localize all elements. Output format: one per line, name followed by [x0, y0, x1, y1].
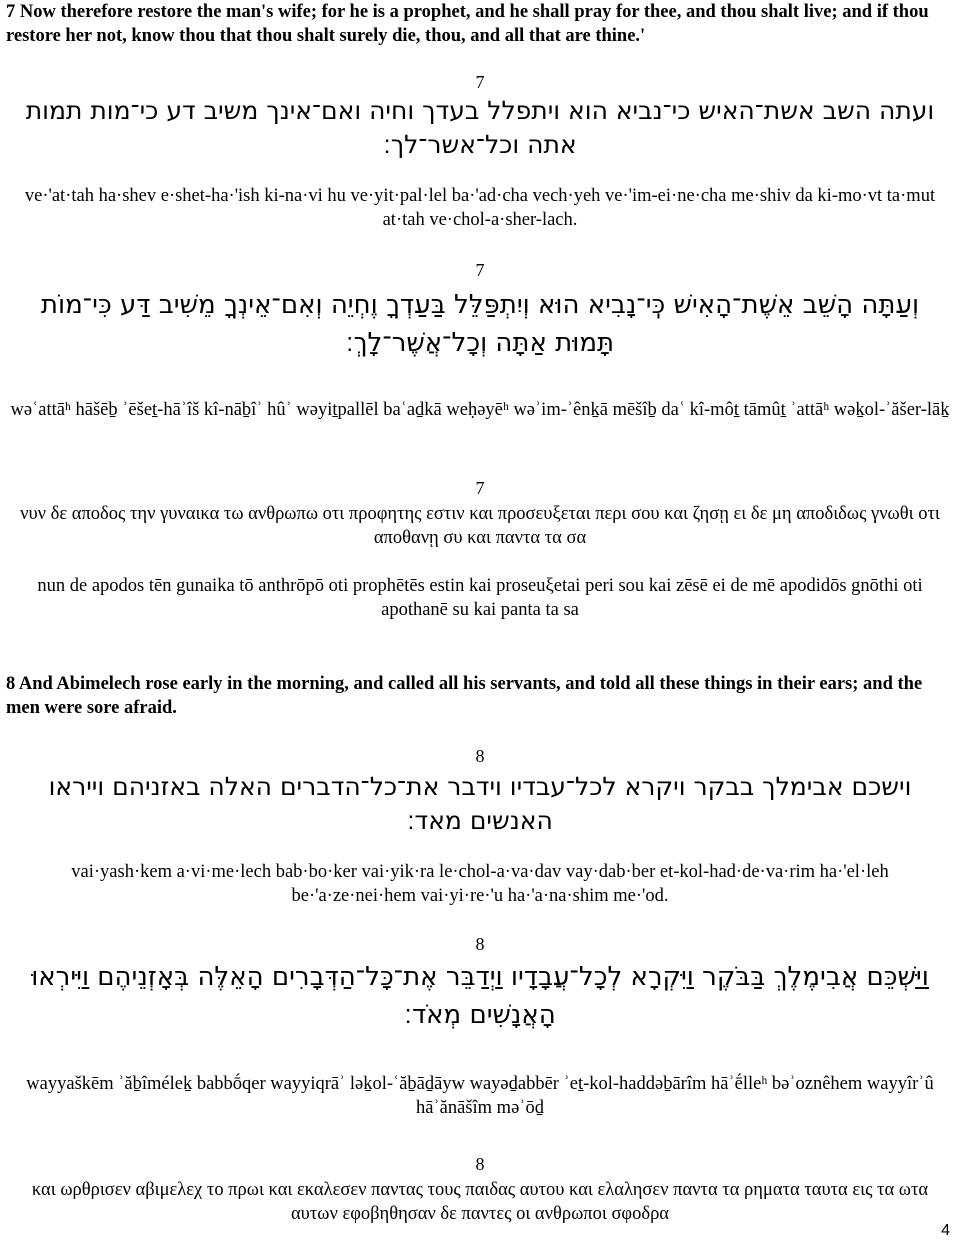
verse-7-number-hebrew: 7 — [475, 72, 485, 92]
verse-7-transliteration-academic: wəʿattāʰ hāšēḇ ʾēšeṯ-hāʾîš kî-nāḇîʾ hûʾ wəyiṯpallēl baʿaḏkā weḥəyēʰ wəʾim-ʾênḵā mēšîḇ daʿ kî-môṯ tāmûṯ ʾattāʰ wəḵol-ʾăšer-lāḵ — [10, 400, 950, 420]
verse-8-hebrew-unpointed: וישכם אבימלך בבקר ויקרא לכל־עבדיו וידבר את־כל־הדברים האלה באזניהם וייראו האנשים מאד׃ — [48, 772, 912, 835]
verse-8-hebrew-pointed: וַיַּשְׁכֵּם אֲבִימֶלֶךְ בַּבֹּקֶר וַיִּקְרָא לְכָל־עֲבָדָיו וַיְדַבֵּר אֶת־כָּל־הַדְּבָרִים הָאֵלֶּה בְּאָזְנֵיהֶם וַיִּירְאוּ הָאֲנָשִׁים מְאֹד׃ — [31, 962, 929, 1030]
verse-7-hebrew-unpointed: ועתה השב אשת־האיש כי־נביא הוא ויתפלל בעדך וחיה ואם־אינך משיב דע כי־מות תמות אתה וכל־אשר־לך׃ — [25, 96, 935, 159]
verse-8-number-hebrew: 8 — [475, 746, 485, 766]
verse-7-greek: νυν δε αποδος την γυναικα τω ανθρωπω οτι προφητης εστιν και προσευξεται περι σου και ζησῃ ει δε μη αποδιδως γνωθι οτι αποθανῃ συ και παντα τα σα — [20, 504, 940, 548]
verse-7-hebrew-pointed: וְעַתָּה הָשֵׁב אֵשֶׁת־הָאִישׁ כִּֽי־נָבִיא הוּא וְיִתְפַּלֵּל בַּעַדְךָ וֶחְיֵה וְאִם־אֵינְךָ מֵשִׁיב דַּע כִּי־מוֹת תָּמוּת אַתָּה וְכָל־אֲשֶׁר־לָךְ׃ — [40, 290, 920, 358]
verse-7-number-greek: 7 — [475, 478, 485, 498]
verse-7-english: 7 Now therefore restore the man's wife; for he is a prophet, and he shall pray for thee, and thou shalt live; and if thou restore her not, know thou that thou shalt surely die, thou, and all that are thine.' — [6, 2, 929, 46]
verse-8-number-pointed: 8 — [475, 934, 485, 954]
verse-8-transliteration-academic: wayyaškēm ʾăḇîméleḵ babbṓqer wayyiqrāʾ ləḵol-ʿăḇāḏāyw wayəḏabbēr ʾeṯ-kol-haddəḇārîm hāʾḗlleʰ bəʾoznêhem wayyîrʾû hāʾănāšîm məʾōḏ — [26, 1074, 934, 1118]
verse-8-greek: και ωρθρισεν αβιμελεχ το πρωι και εκαλεσεν παντας τους παιδας αυτου και ελαλησεν παντα τα ρηματα ταυτα εις τα ωτα αυτων εφοβηθησαν δε παντες οι ανθρωποι σφοδρα — [31, 1180, 929, 1224]
page-number: 4 — [941, 1222, 950, 1239]
verse-7-number-pointed: 7 — [475, 260, 485, 280]
verse-8-transliteration-simple: vai·yash·kem a·vi·me·lech bab·bo·ker vai·yik·ra le·chol-a·va·dav vay·dab·ber et-kol-had·de·va·rim ha·'el·leh be·'a·ze·nei·hem vai·yi·re·'u ha·'a·na·shim me·'od. — [71, 862, 889, 906]
verse-7-greek-transliteration: nun de apodos tēn gunaika tō anthrōpō oti prophētēs estin kai proseuξetai peri sou kai zēsē ei de mē apodidōs gnōthi oti apothanē su kai panta ta sa — [37, 576, 923, 620]
verse-7-transliteration-simple: ve·'at·tah ha·shev e·shet-ha·'ish ki-na·vi hu ve·yit·pal·lel ba·'ad·cha vech·yeh ve·'im-ei·ne·cha me·shiv da ki-mo·vt ta·mut at·tah ve·chol-a·sher-lach. — [24, 186, 936, 230]
verse-8-english: 8 And Abimelech rose early in the morning, and called all his servants, and told all these things in their ears; and the men were sore afraid. — [6, 674, 923, 718]
verse-8-number-greek: 8 — [475, 1154, 485, 1174]
